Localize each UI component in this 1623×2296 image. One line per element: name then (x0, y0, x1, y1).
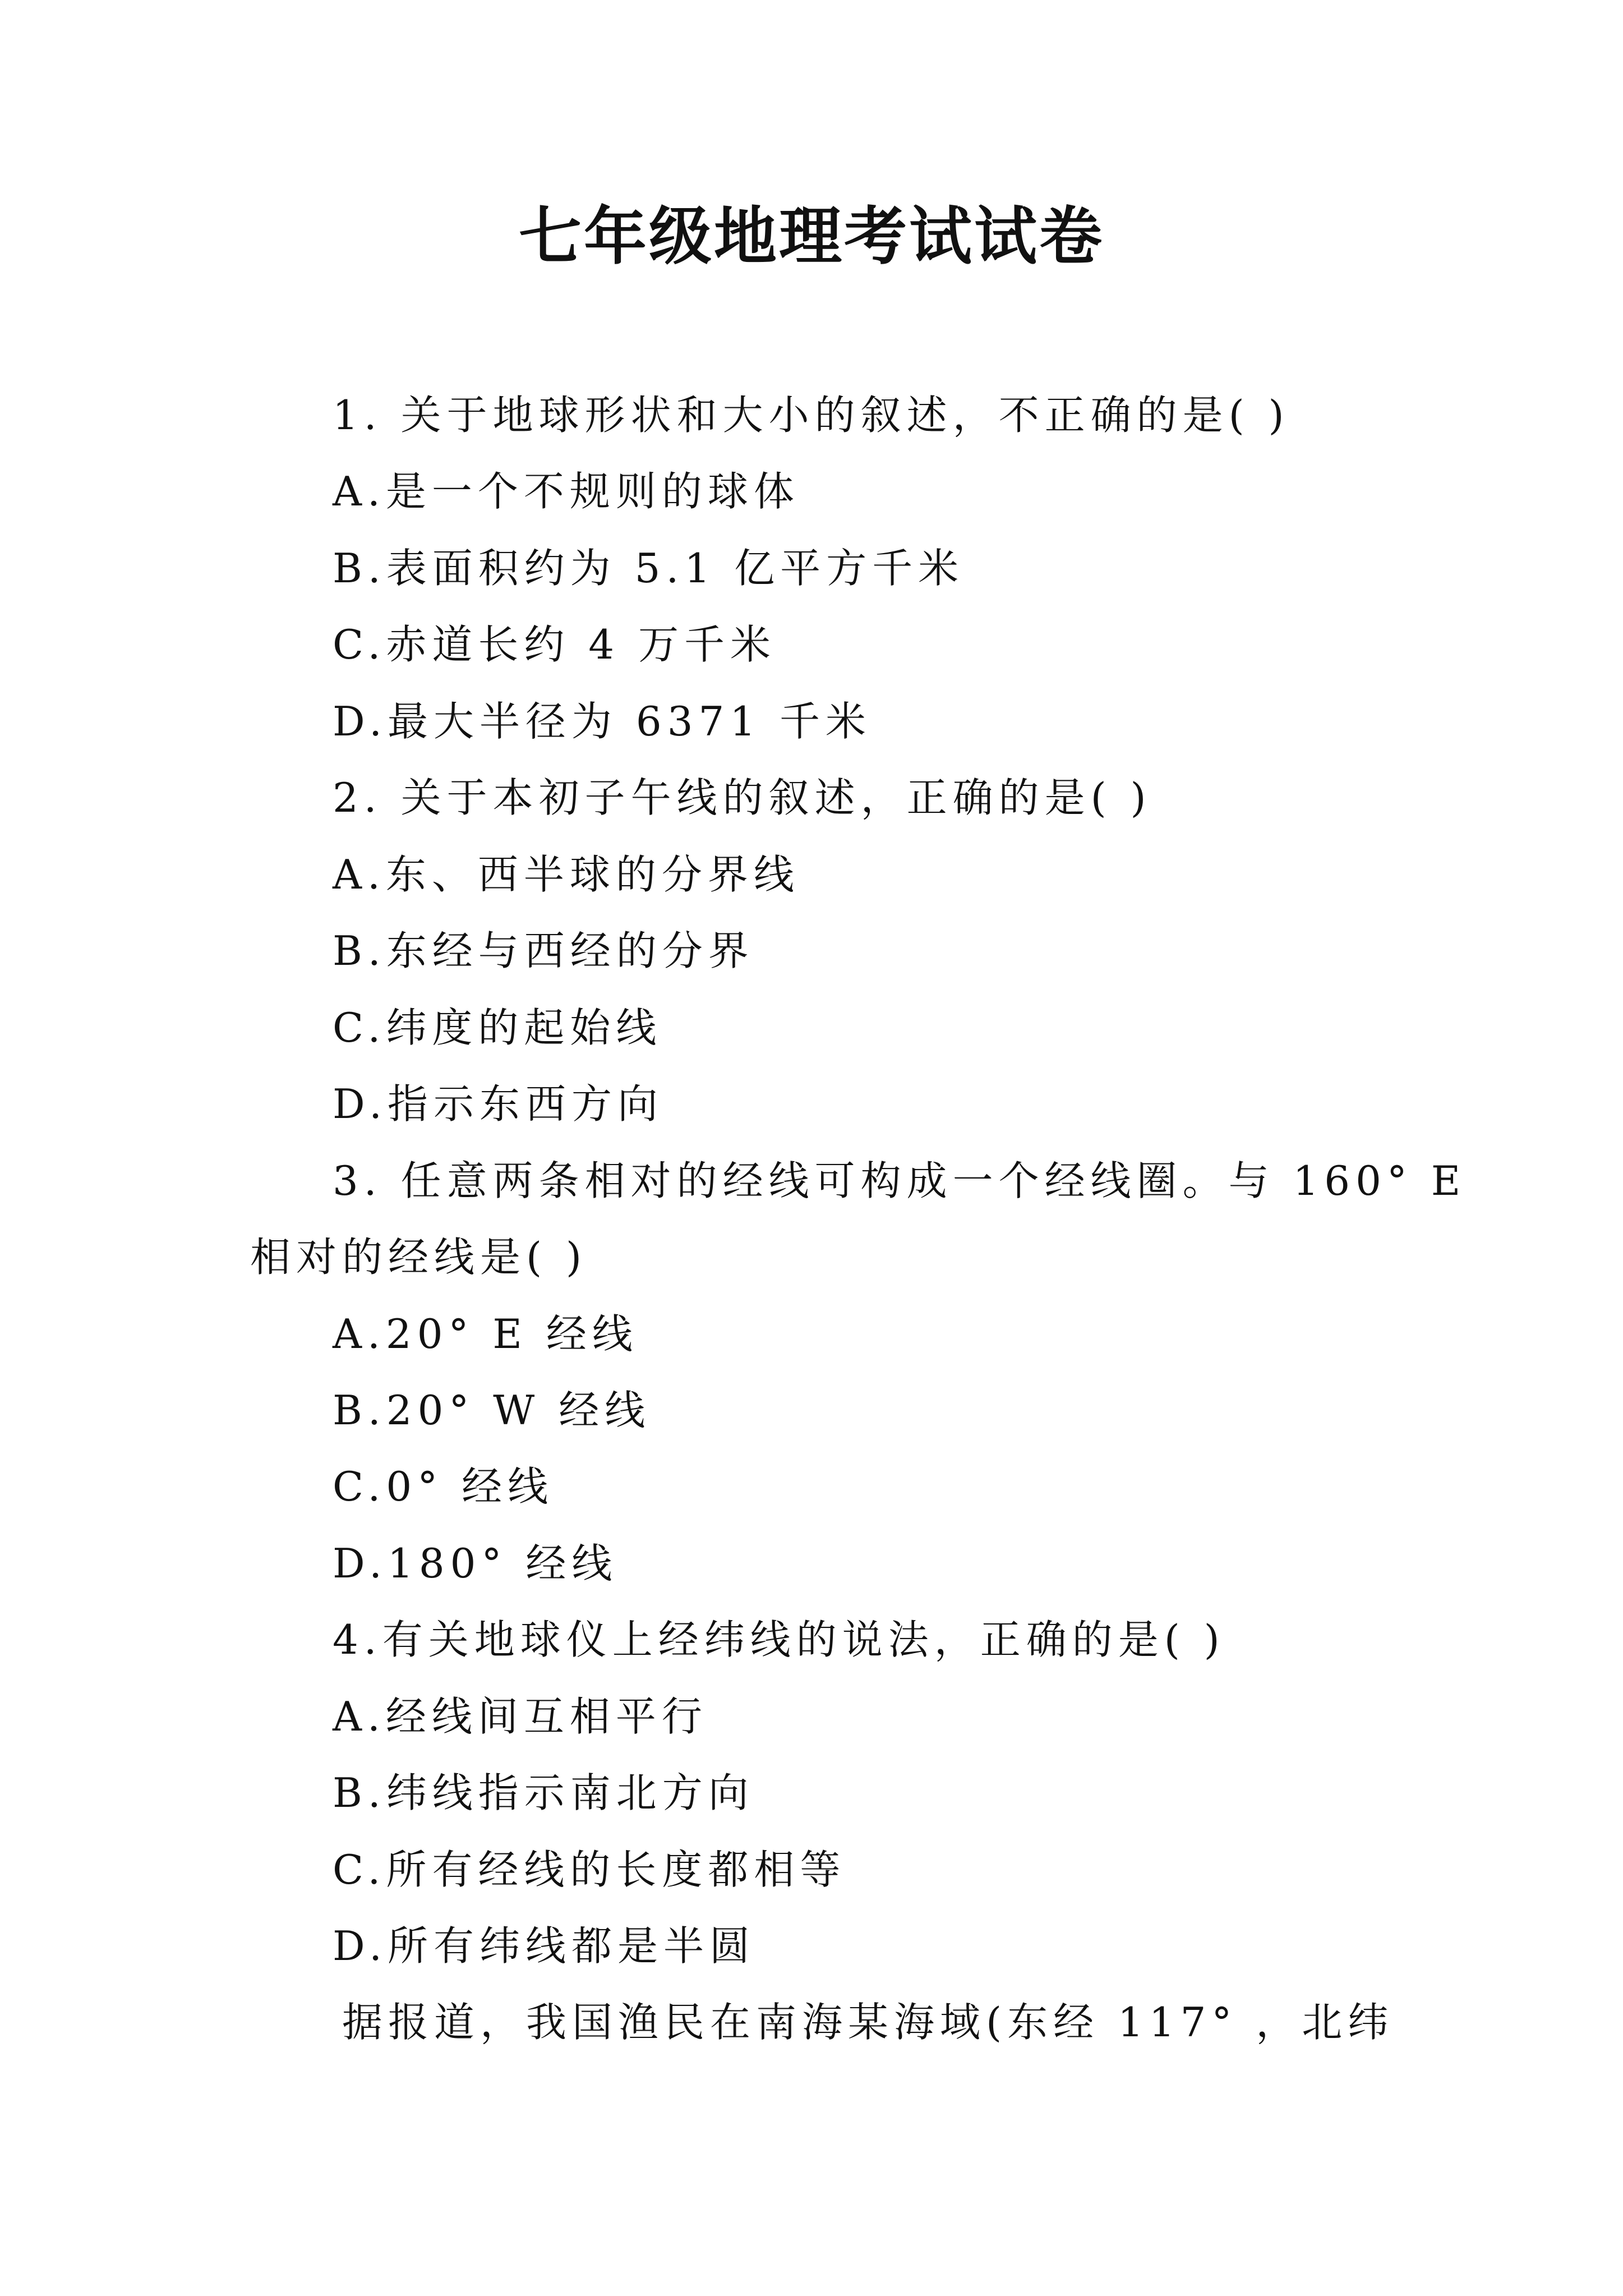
question-3-stem-line-2: 相对的经线是( ) (250, 1234, 588, 1281)
question-4-option-a: A.经线间互相平行 (333, 1693, 708, 1740)
question-3-stem-line-1: 3. 任意两条相对的经线可构成一个经线圈。与 160° E (333, 1157, 1467, 1204)
question-1-option-c: C.赤道长约 4 万千米 (333, 621, 776, 668)
question-4-option-b: B.纬线指示南北方向 (333, 1769, 754, 1816)
question-2-option-b: B.东经与西经的分界 (333, 927, 754, 974)
question-4-option-c: C.所有经线的长度都相等 (333, 1846, 846, 1893)
question-4-stem: 4.有关地球仪上经纬线的说法，正确的是( ) (333, 1616, 1225, 1663)
question-4-option-d: D.所有纬线都是半圆 (333, 1922, 756, 1970)
question-2-option-a: A.东、西半球的分界线 (333, 851, 800, 898)
question-3-option-a: A.20° E 经线 (333, 1310, 638, 1358)
question-1-stem: 1. 关于地球形状和大小的叙述，不正确的是( ) (333, 392, 1290, 439)
question-3-option-d: D.180° 经线 (333, 1540, 618, 1587)
question-2-option-c: C.纬度的起始线 (333, 1004, 662, 1051)
page-title: 七年级地理考试试卷 (519, 200, 1104, 273)
question-3-option-b: B.20° W 经线 (333, 1387, 651, 1434)
question-1-option-d: D.最大半径为 6371 千米 (333, 698, 872, 745)
question-1-option-a: A.是一个不规则的球体 (333, 468, 800, 515)
question-3-option-c: C.0° 经线 (333, 1463, 554, 1510)
trailing-paragraph: 据报道，我国渔民在南海某海域(东经 117° ，北纬 (342, 1999, 1394, 2046)
question-2-stem: 2. 关于本初子午线的叙述，正确的是( ) (333, 774, 1152, 821)
question-1-option-b: B.表面积约为 5.1 亿平方千米 (333, 545, 965, 592)
question-2-option-d: D.指示东西方向 (333, 1080, 664, 1128)
